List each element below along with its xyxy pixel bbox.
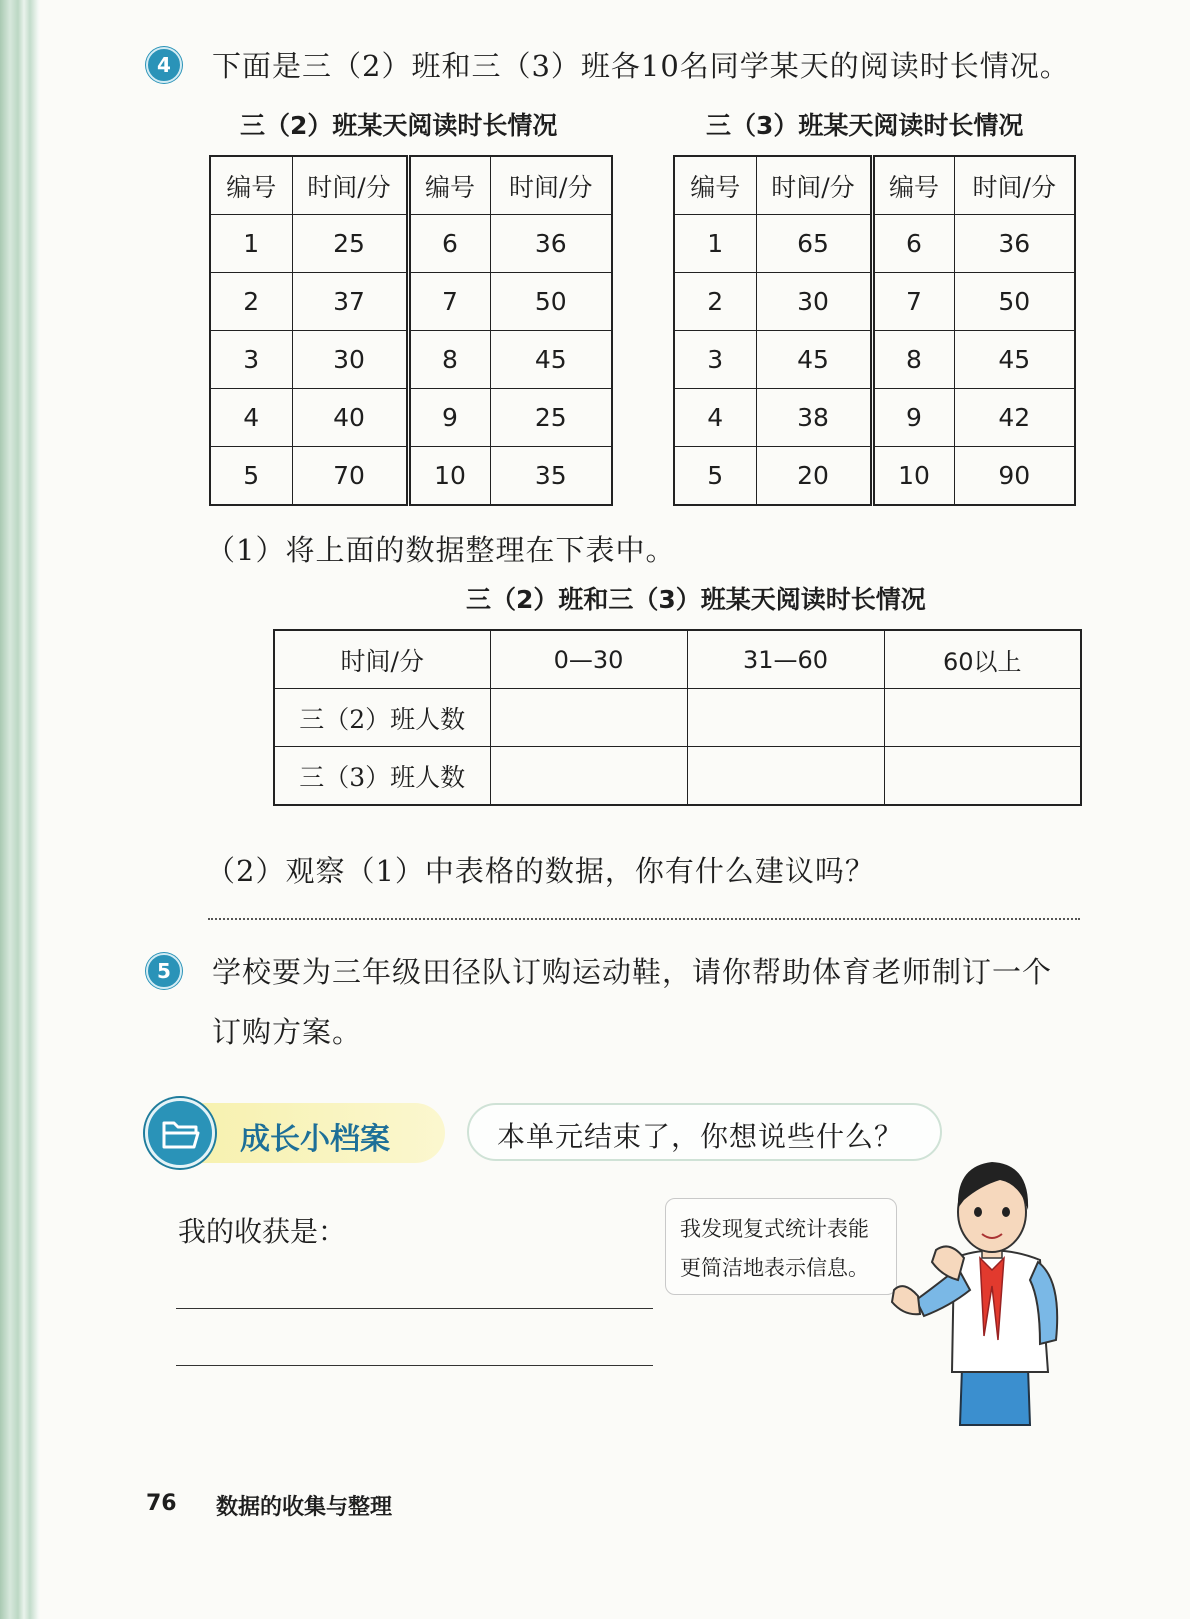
question-4-text: 下面是三（2）班和三（3）班各10名同学某天的阅读时长情况。 (212, 49, 1070, 83)
table-cell: 50 (954, 273, 1075, 331)
header-cell: 编号 (872, 156, 954, 215)
table-cell: 4 (674, 389, 756, 447)
table-row (674, 389, 1075, 447)
header-cell: 时间/分 (756, 156, 872, 215)
row-label: 三（3）班人数 (274, 747, 490, 806)
table-row (674, 447, 1075, 506)
answer-line-2[interactable] (176, 1365, 653, 1366)
row-label: 三（2）班人数 (274, 689, 490, 747)
table-cell: 42 (954, 389, 1075, 447)
question-4-number: 4 (146, 47, 182, 83)
table-cell: 36 (954, 215, 1075, 273)
table-cell: 6 (408, 215, 490, 273)
table-cell: 45 (490, 331, 612, 389)
header-cell: 60以上 (884, 630, 1081, 689)
table-cell: 9 (872, 389, 954, 447)
table-cell: 10 (408, 447, 490, 506)
table-cell: 25 (490, 389, 612, 447)
harvest-label: 我的收获是： (178, 1215, 347, 1248)
table-cell: 8 (872, 331, 954, 389)
table-cell: 4 (210, 389, 292, 447)
answer-line-1[interactable] (176, 1308, 653, 1309)
table-cell: 5 (674, 447, 756, 506)
chapter-title: 数据的收集与整理 (216, 1494, 393, 1520)
table-cell: 70 (292, 447, 408, 506)
table-header-row (274, 630, 1081, 689)
table-row (210, 215, 612, 273)
speech-line-1: 我发现复式统计表能 (680, 1217, 869, 1241)
answer-cell[interactable] (884, 689, 1081, 747)
table-row (210, 447, 612, 506)
header-cell: 0—30 (490, 630, 687, 689)
table-cell: 30 (292, 331, 408, 389)
answer-cell[interactable] (687, 747, 884, 806)
table-cell: 40 (292, 389, 408, 447)
question-5-line-1: 学校要为三年级田径队订购运动鞋，请你帮助体育老师制订一个 (212, 955, 1053, 989)
prompt-text: 本单元结束了，你想说些什么？ (497, 1120, 904, 1153)
part-1-instruction: （1）将上面的数据整理在下表中。 (206, 533, 676, 567)
table-cell: 90 (954, 447, 1075, 506)
class2-table-title: 三（2）班某天阅读时长情况 (240, 111, 558, 140)
table-row (210, 331, 612, 389)
growth-section-title: 成长小档案 (240, 1122, 390, 1157)
header-cell: 时间/分 (274, 630, 490, 689)
question-5-line-2: 订购方案。 (212, 1015, 363, 1049)
table-cell: 6 (872, 215, 954, 273)
table-cell: 3 (674, 331, 756, 389)
class3-table-title: 三（3）班某天阅读时长情况 (706, 111, 1024, 140)
question-5-number: 5 (146, 953, 182, 989)
folder-icon (145, 1098, 215, 1168)
header-cell: 时间/分 (292, 156, 408, 215)
speech-line-2: 更简洁地表示信息。 (680, 1256, 869, 1280)
table-cell: 30 (756, 273, 872, 331)
table-header-row (674, 156, 1075, 215)
table-row (274, 747, 1081, 806)
table-cell: 2 (210, 273, 292, 331)
summary-table (273, 629, 1082, 806)
header-cell: 编号 (408, 156, 490, 215)
table-row (210, 273, 612, 331)
answer-dotted-line[interactable] (208, 918, 1080, 920)
table-cell: 2 (674, 273, 756, 331)
table-cell: 37 (292, 273, 408, 331)
class3-reading-table (673, 155, 1076, 506)
table-cell: 65 (756, 215, 872, 273)
table-row (674, 273, 1075, 331)
table-cell: 7 (872, 273, 954, 331)
table-cell: 45 (756, 331, 872, 389)
table-cell: 35 (490, 447, 612, 506)
table-cell: 20 (756, 447, 872, 506)
summary-table-title: 三（2）班和三（3）班某天阅读时长情况 (466, 585, 926, 614)
table-cell: 5 (210, 447, 292, 506)
table-cell: 1 (210, 215, 292, 273)
answer-cell[interactable] (490, 747, 687, 806)
header-cell: 31—60 (687, 630, 884, 689)
answer-cell[interactable] (884, 747, 1081, 806)
table-cell: 25 (292, 215, 408, 273)
table-cell: 8 (408, 331, 490, 389)
book-spine-edge (0, 0, 40, 1619)
table-cell: 50 (490, 273, 612, 331)
table-header-row (210, 156, 612, 215)
table-cell: 1 (674, 215, 756, 273)
table-row (674, 215, 1075, 273)
table-cell: 36 (490, 215, 612, 273)
answer-cell[interactable] (687, 689, 884, 747)
table-row (274, 689, 1081, 747)
table-row (674, 331, 1075, 389)
header-cell: 时间/分 (954, 156, 1075, 215)
page-number: 76 (146, 1491, 177, 1516)
table-row (210, 389, 612, 447)
boy-illustration (880, 1140, 1070, 1430)
table-cell: 7 (408, 273, 490, 331)
table-cell: 10 (872, 447, 954, 506)
answer-cell[interactable] (490, 689, 687, 747)
part-2-question: （2）观察（1）中表格的数据，你有什么建议吗？ (206, 854, 875, 888)
table-cell: 3 (210, 331, 292, 389)
table-cell: 9 (408, 389, 490, 447)
table-cell: 38 (756, 389, 872, 447)
header-cell: 编号 (674, 156, 756, 215)
class2-reading-table (209, 155, 613, 506)
table-cell: 45 (954, 331, 1075, 389)
header-cell: 时间/分 (490, 156, 612, 215)
header-cell: 编号 (210, 156, 292, 215)
